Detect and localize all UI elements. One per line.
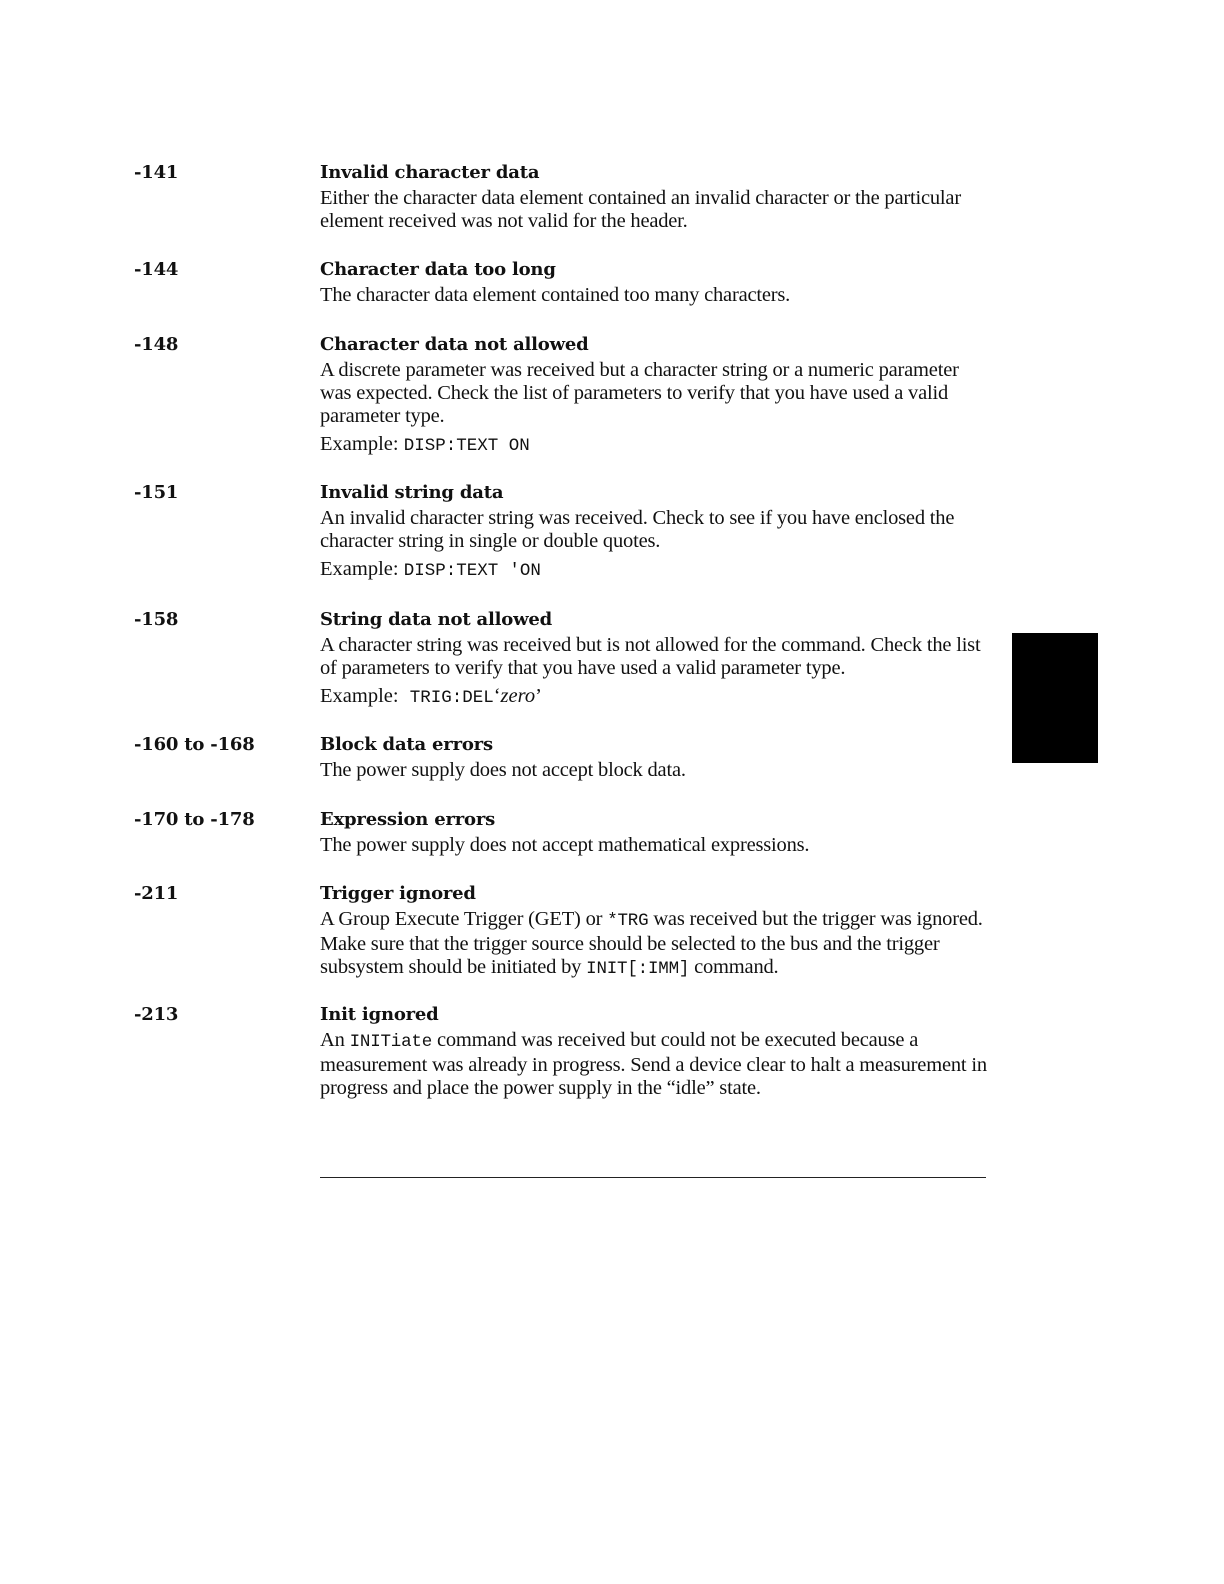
error-title: String data not allowed — [320, 609, 553, 630]
error-title: Expression errors — [320, 809, 496, 830]
error-description: An invalid character string was received. Check to see if you have enclosed the character string in single or double quotes. — [320, 507, 955, 552]
error-code: -151 — [134, 482, 179, 503]
error-description: A discrete parameter was received but a character string or a numeric parameter was expected. Check the list of parameters to verify that you have used a valid parameter type. — [320, 359, 959, 427]
example-command: TRIG:DEL — [409, 688, 494, 708]
error-description — [320, 1029, 990, 1100]
error-code: -213 — [134, 1004, 179, 1025]
example-argument: 'ON — [509, 561, 541, 581]
error-body — [320, 161, 990, 233]
error-title: Init ignored — [320, 1004, 439, 1025]
error-description: Either the character data element contained an invalid character or the particular element received was not valid for the header. — [320, 187, 961, 232]
error-body — [320, 1003, 990, 1100]
error-code: -160 to -168 — [134, 734, 255, 755]
footer-rule — [320, 1177, 986, 1178]
error-body — [320, 733, 990, 782]
command-text: *TRG — [607, 911, 649, 931]
error-body — [320, 258, 990, 307]
example-line — [320, 558, 990, 583]
error-body — [320, 808, 990, 857]
error-code: -211 — [134, 883, 179, 904]
error-description: A character string was received but is not allowed for the command. Check the list of parameters to verify that you have used a valid parameter type. — [320, 634, 981, 679]
error-code: -158 — [134, 609, 179, 630]
error-body — [320, 882, 990, 981]
command-text: INIT[:IMM] — [586, 959, 690, 979]
example-label: Example: — [320, 433, 399, 455]
error-body — [320, 481, 990, 583]
error-title: Block data errors — [320, 734, 493, 755]
error-description — [320, 908, 990, 981]
error-description: The power supply does not accept block data. — [320, 759, 686, 781]
error-title: Invalid character data — [320, 162, 540, 183]
error-code: -170 to -178 — [134, 809, 255, 830]
example-line — [320, 433, 990, 458]
description-text: command was received but could not be executed because a measurement was already in progress. Send a device clear to halt a measurement in progress and place the power supply in the “idle” state. — [320, 1029, 987, 1099]
example-label: Example: — [320, 685, 399, 707]
error-title: Character data not allowed — [320, 334, 589, 355]
error-title: Character data too long — [320, 259, 556, 280]
error-description: The power supply does not accept mathematical expressions. — [320, 834, 810, 856]
example-line — [320, 685, 990, 710]
chapter-tab-marker — [1012, 633, 1098, 763]
error-body — [320, 333, 990, 458]
command-text: INITiate — [349, 1032, 433, 1052]
description-text: An — [320, 1029, 350, 1051]
description-text: A Group Execute Trigger (GET) or — [320, 908, 608, 930]
error-code: -141 — [134, 162, 179, 183]
description-text: was received but the trigger was ignored. Make sure that the trigger source should be selected to the bus and the trigger subsystem should be initiated by — [320, 908, 983, 978]
error-description: The character data element contained too many characters. — [320, 284, 791, 306]
example-command: DISP:TEXT — [403, 561, 499, 581]
error-title: Invalid string data — [320, 482, 504, 503]
example-label: Example: — [320, 558, 399, 580]
error-title: Trigger ignored — [320, 883, 476, 904]
example-argument: zero — [500, 685, 536, 707]
example-command: DISP:TEXT ON — [403, 436, 530, 456]
description-text: command. — [689, 956, 779, 978]
error-code: -144 — [134, 259, 179, 280]
example-close-quote: ’ — [535, 685, 542, 707]
error-body — [320, 608, 990, 710]
example-open-quote: ‘ — [493, 685, 501, 707]
error-code: -148 — [134, 334, 179, 355]
